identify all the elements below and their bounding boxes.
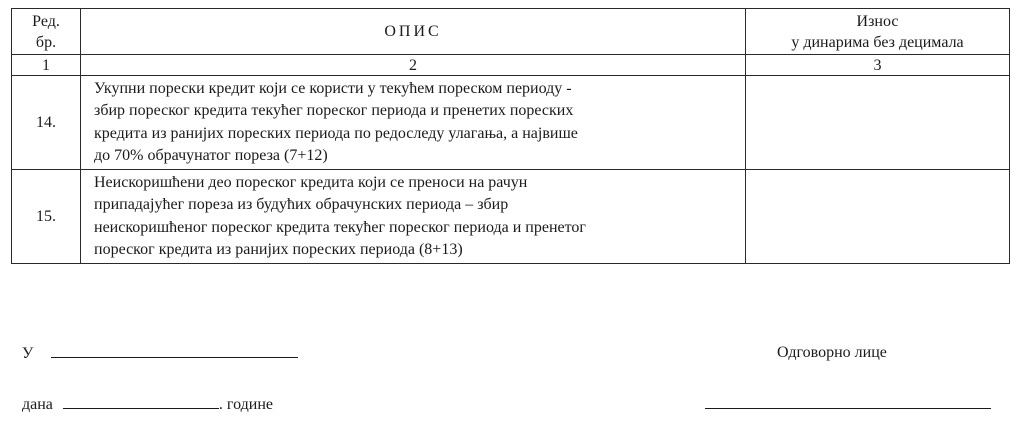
header-row-number-line1: Ред.: [32, 12, 60, 30]
table-row: [12, 76, 1010, 170]
row-description: [81, 170, 746, 264]
header-amount: [746, 9, 1010, 55]
row-description-line: пореског кредита из ранијих пореских периода (8+13): [94, 241, 463, 258]
year-suffix: . године: [218, 396, 273, 413]
date-field[interactable]: [63, 394, 219, 409]
row-description-line: кредита из ранијих пореских периода по редоследу улагања, а највише: [94, 124, 578, 142]
date-line: [22, 394, 273, 415]
row-number: 15.: [12, 170, 81, 264]
column-index-1: 1: [12, 55, 81, 76]
header-amount-line2: у динарима без децимала: [791, 33, 964, 51]
header-row-number-line2: бр.: [35, 33, 57, 51]
row-description: [81, 76, 746, 170]
responsible-person-label: Одговорно лице: [777, 344, 887, 361]
row-description-line: збир пореског кредита текућег пореског периода и пренетих пореских: [94, 102, 574, 119]
place-field[interactable]: [51, 343, 298, 358]
place-line: [22, 343, 298, 364]
header-description: ОПИС: [81, 9, 746, 55]
row-description-line: неискоришћеног пореског кредита текућег пореског периода и пренетог: [94, 218, 586, 236]
row-description-line: Неискоришћени део пореског кредита који се преноси на рачун: [94, 173, 528, 191]
table-header-row: [12, 9, 1010, 55]
column-index-2: 2: [81, 55, 746, 76]
signature-line: [705, 394, 991, 415]
column-index-row: [12, 55, 1010, 76]
place-label: У: [22, 345, 34, 362]
header-amount-line1: Износ: [856, 12, 899, 30]
row-description-line: припадајућег пореза из будућих обрачунских периода – збир: [94, 196, 509, 213]
row-description-line: Укупни порески кредит који се користи у текућем пореском периоду -: [94, 79, 572, 97]
amount-field[interactable]: [746, 76, 1010, 170]
amount-field[interactable]: [746, 170, 1010, 264]
column-index-3: 3: [746, 55, 1010, 76]
date-label: дана: [22, 396, 53, 413]
row-description-line: до 70% обрачунатог пореза (7+12): [94, 147, 328, 164]
signature-field[interactable]: [705, 394, 991, 409]
table-row: [12, 170, 1010, 264]
tax-credit-table: [11, 8, 1010, 264]
header-row-number: [12, 9, 81, 55]
row-number: 14.: [12, 76, 81, 170]
